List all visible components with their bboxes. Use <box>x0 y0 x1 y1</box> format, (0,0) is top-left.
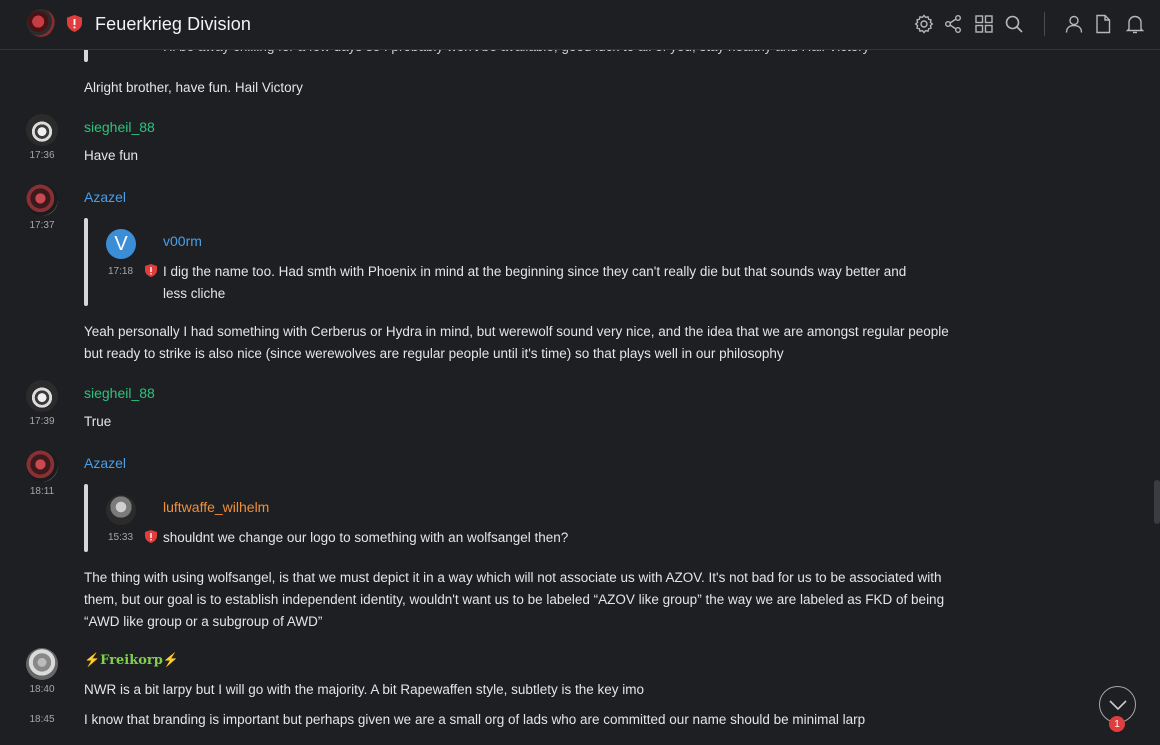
grid-icon[interactable] <box>973 13 995 35</box>
gear-icon[interactable] <box>913 13 935 35</box>
quote-text: I dig the name too. Had smth with Phoenix in mind at the beginning since they can't really die but that sounds way better and <box>163 264 907 279</box>
channel-header <box>0 0 1160 50</box>
avatar[interactable] <box>106 229 136 259</box>
message-time: 18:11 <box>29 486 55 497</box>
server-avatar[interactable] <box>27 9 55 37</box>
quote-bar <box>84 218 88 306</box>
unread-count-badge: 1 <box>1109 716 1125 732</box>
quote-text: less cliche <box>163 286 226 301</box>
message-text: The thing with using wolfsangel, is that we must depict it in a way which will not associate us with AZOV. It's not bad for us to be associated with <box>84 570 942 585</box>
quote-time: 15:33 <box>108 532 134 543</box>
file-icon[interactable] <box>1092 13 1114 35</box>
quote-author-name[interactable]: v00rm <box>163 233 202 249</box>
search-icon[interactable] <box>1003 13 1025 35</box>
shield-icon <box>145 264 157 277</box>
message-text: Have fun <box>84 148 139 163</box>
author-name[interactable]: Azazel <box>84 189 127 205</box>
user-icon[interactable] <box>1063 13 1085 35</box>
page-title: Feuerkrieg Division <box>95 14 251 34</box>
author-name[interactable]: siegheil_88 <box>84 385 155 401</box>
message-text: but ready to strike is also nice (since werewolves are regular people until it's time) so that plays well in our philosophy <box>84 346 784 361</box>
scrollbar-thumb[interactable] <box>1154 480 1160 524</box>
quote-bar <box>84 484 88 552</box>
avatar[interactable] <box>26 184 58 216</box>
message-time: 17:39 <box>29 416 55 427</box>
quote-time: 17:18 <box>108 266 134 277</box>
message-text: Yeah personally I had something with Cerberus or Hydra in mind, but werewolf sound very nice, and the idea that we are amongst regular people <box>84 324 949 339</box>
avatar[interactable] <box>26 114 58 146</box>
message-time: 18:40 <box>29 684 55 695</box>
message-text: True <box>84 414 112 429</box>
message-time: 17:36 <box>29 150 55 161</box>
author-name[interactable]: Azazel <box>84 455 127 471</box>
header-divider <box>1044 12 1045 36</box>
chevron-down-icon <box>1108 699 1128 711</box>
author-name[interactable]: ⚡Freikorp⚡ <box>84 653 180 668</box>
share-icon[interactable] <box>942 13 964 35</box>
avatar[interactable] <box>26 450 58 482</box>
shield-icon <box>145 530 157 543</box>
message-text: I know that branding is important but perhaps given we are a small org of lads who are committed our name should be minimal larp <box>84 712 866 727</box>
avatar[interactable] <box>106 495 136 525</box>
author-name[interactable]: siegheil_88 <box>84 119 155 135</box>
avatar-letter: V <box>114 232 128 255</box>
avatar[interactable] <box>26 648 58 680</box>
message-time: 17:37 <box>29 220 55 231</box>
message-text: “AWD like group or a subgroup of AWD” <box>84 614 323 629</box>
message-text: NWR is a bit larpy but I will go with the majority. A bit Rapewaffen style, subtlety is the key imo <box>84 682 644 697</box>
message-time: 18:45 <box>29 714 55 725</box>
message-text: Alright brother, have fun. Hail Victory <box>84 80 303 95</box>
bell-icon[interactable] <box>1124 13 1146 35</box>
message-text: them, but our goal is to establish independent identity, wouldn't want us to be labeled “AZOV like group” the way we are labeled as FKD of being <box>84 592 945 607</box>
quote-text: shouldnt we change our logo to something with an wolfsangel then? <box>163 530 569 545</box>
quote-author-name[interactable]: luftwaffe_wilhelm <box>163 499 270 515</box>
shield-icon <box>67 15 82 32</box>
avatar[interactable] <box>26 380 58 412</box>
